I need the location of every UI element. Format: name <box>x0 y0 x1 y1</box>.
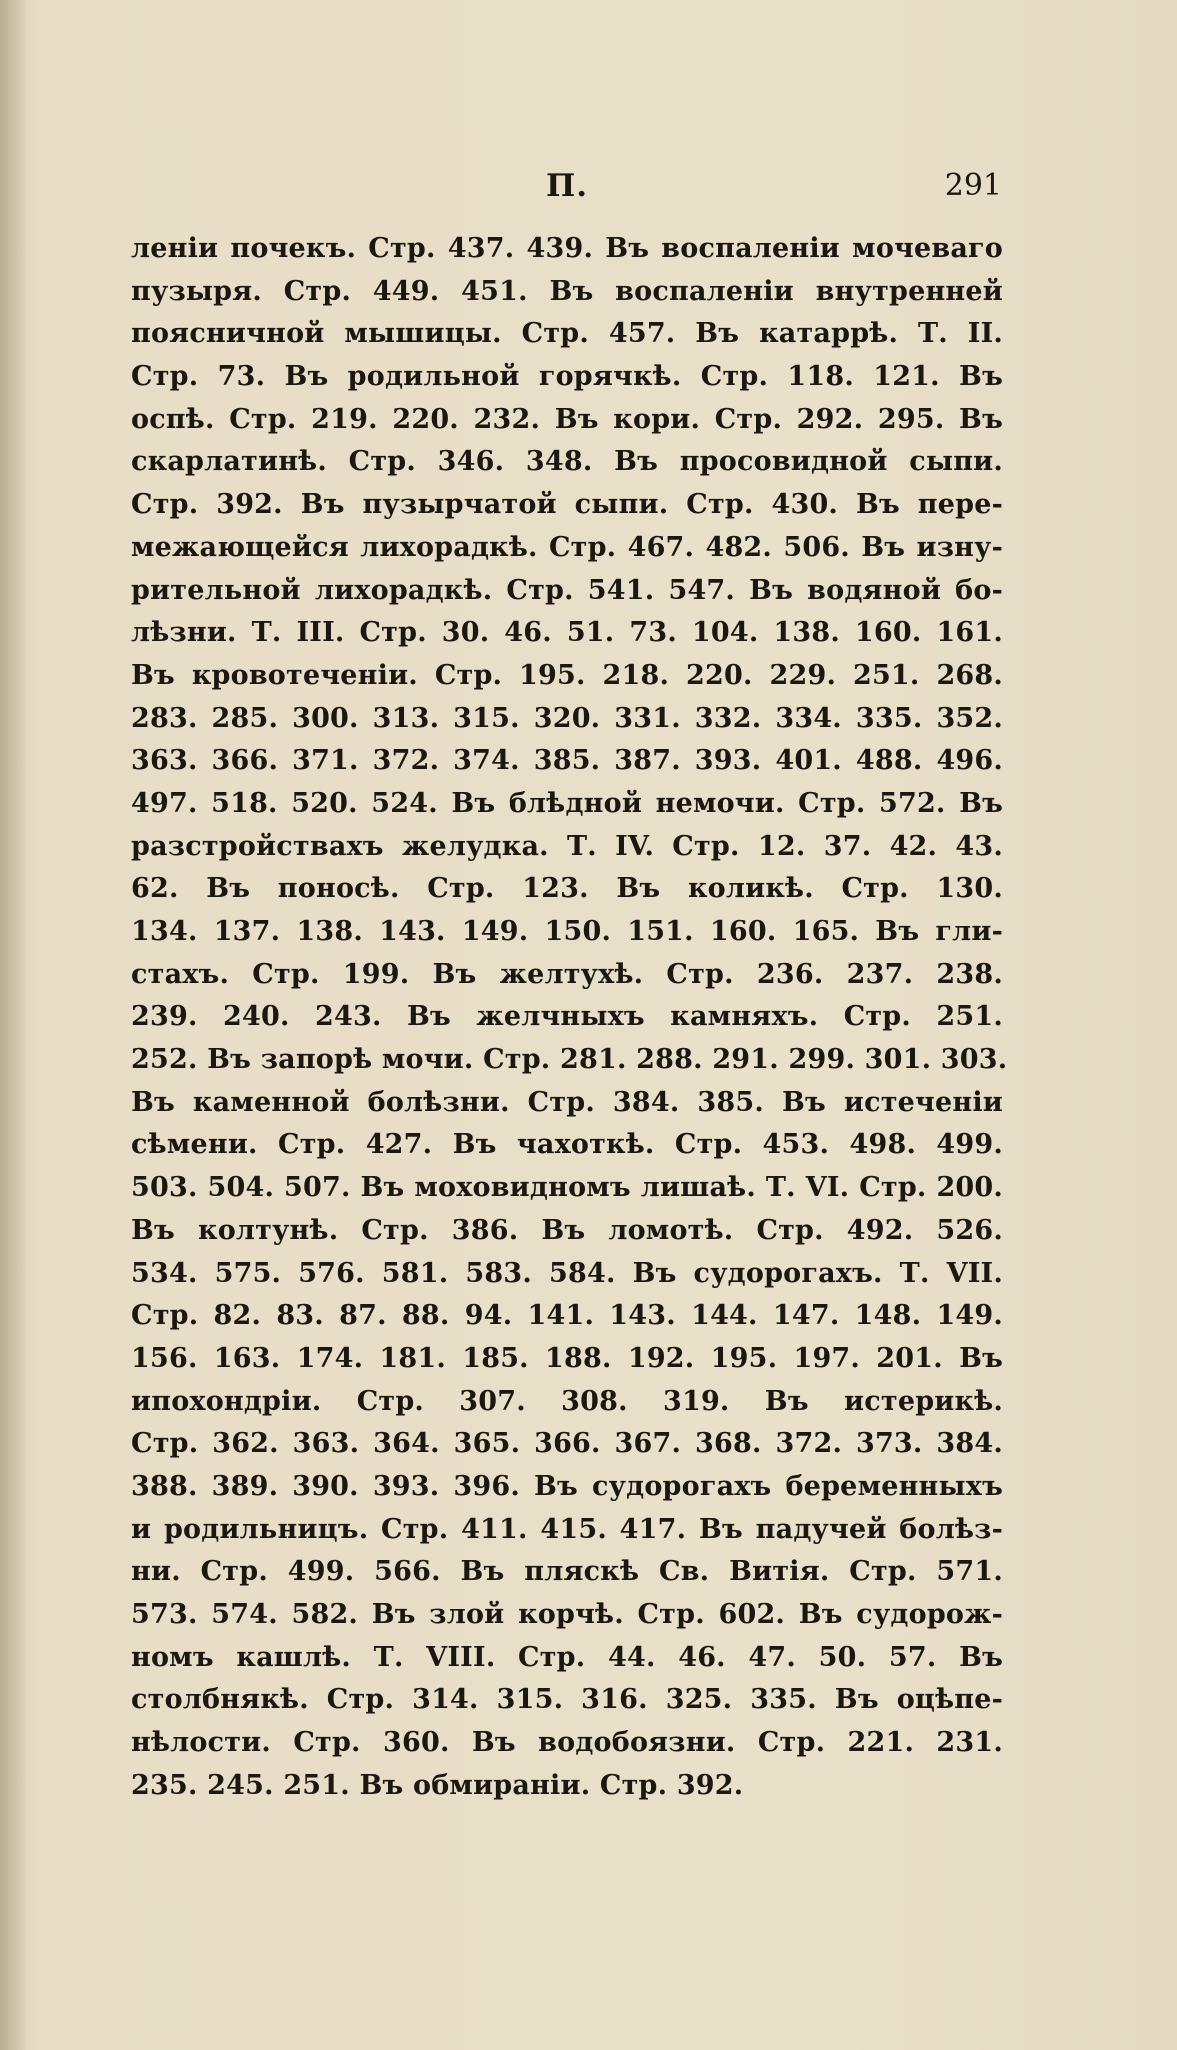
text-line: 497. 518. 520. 524. Въ блѣдной немочи. Стр. 572. Въ <box>131 787 1003 819</box>
text-line: Въ колтунѣ. Стр. 386. Въ ломотѣ. Стр. 492. 526. <box>131 1214 1003 1246</box>
text-line: скарлатинѣ. Стр. 346. 348. Въ просовидной сыпи. <box>131 446 1003 478</box>
page-binding-edge <box>0 0 26 2050</box>
section-mark: П. <box>546 168 589 204</box>
text-line: Стр. 82. 83. 87. 88. 94. 141. 143. 144. 147. 148. 149. <box>131 1300 1003 1332</box>
page-number: 291 <box>944 168 1002 203</box>
text-line: Стр. 362. 363. 364. 365. 366. 367. 368. 372. 373. 384. <box>131 1428 1003 1460</box>
text-line: нѣлости. Стр. 360. Въ водобоязни. Стр. 221. 231. <box>131 1727 1003 1759</box>
text-line: ни. Стр. 499. 566. Въ пляскѣ Св. Витія. Стр. 571. <box>131 1556 1003 1588</box>
text-line: лѣзни. Т. III. Стр. 30. 46. 51. 73. 104. 138. 160. 161. <box>131 617 1003 649</box>
text-line: леніи почекъ. Стр. 437. 439. Въ воспаленіи мочеваго <box>131 233 1003 264</box>
text-line: 573. 574. 582. Въ злой корчѣ. Стр. 602. Въ судорож- <box>131 1599 1003 1630</box>
text-line: поясничной мышицы. Стр. 457. Въ катаррѣ. Т. II. <box>131 318 1003 350</box>
text-line: столбнякѣ. Стр. 314. 315. 316. 325. 335. Въ оцѣпе- <box>131 1684 1003 1716</box>
text-line: 62. Въ поносѣ. Стр. 123. Въ коликѣ. Стр. 130. <box>131 873 1003 905</box>
text-line: номъ кашлѣ. Т. VIII. Стр. 44. 46. 47. 50. 57. Въ <box>131 1641 1003 1673</box>
text-line: стахъ. Стр. 199. Въ желтухѣ. Стр. 236. 237. 238. <box>131 958 1003 990</box>
index-text <box>131 228 1008 1807</box>
text-line: оспѣ. Стр. 219. 220. 232. Въ кори. Стр. 292. 295. Въ <box>131 403 1003 435</box>
text-line: 534. 575. 576. 581. 583. 584. Въ судорогахъ. Т. VII. <box>131 1257 1003 1289</box>
text-line: 388. 389. 390. 393. 396. Въ судорогахъ беременныхъ <box>131 1470 1003 1502</box>
text-line: сѣмени. Стр. 427. Въ чахоткѣ. Стр. 453. 498. 499. <box>131 1129 1003 1161</box>
text-line: 503. 504. 507. Въ моховидномъ лишаѣ. Т. VI. Стр. 200. <box>131 1172 1003 1204</box>
text-line: 363. 366. 371. 372. 374. 385. 387. 393. 401. 488. 496. <box>131 745 1003 777</box>
text-line: и родильницъ. Стр. 411. 415. 417. Въ падучей болѣз- <box>131 1513 1003 1545</box>
text-line: Въ каменной болѣзни. Стр. 384. 385. Въ истеченіи <box>131 1086 1003 1118</box>
text-line: 134. 137. 138. 143. 149. 150. 151. 160. 165. Въ гли- <box>131 916 1003 947</box>
text-line: ипохондріи. Стр. 307. 308. 319. Въ истерикѣ. <box>131 1385 1003 1417</box>
text-line: пузыря. Стр. 449. 451. Въ воспаленіи внутренней <box>131 275 1003 307</box>
page-header <box>130 168 1002 212</box>
text-line: межающейся лихорадкѣ. Стр. 467. 482. 506. Въ изну- <box>131 531 1003 563</box>
text-line: 283. 285. 300. 313. 315. 320. 331. 332. 334. 335. 352. <box>131 702 1003 734</box>
text-line: рительной лихорадкѣ. Стр. 541. 547. Въ водяной бо- <box>131 574 1003 606</box>
text-line: Стр. 73. Въ родильной горячкѣ. Стр. 118. 121. Въ <box>131 361 1003 393</box>
text-line: 235. 245. 251. Въ обмираніи. Стр. 392. <box>131 1769 744 1801</box>
text-line: 239. 240. 243. Въ желчныхъ камняхъ. Стр. 251. <box>131 1001 1003 1033</box>
text-line: разстройствахъ желудка. Т. IV. Стр. 12. 37. 42. 43. <box>131 830 1003 862</box>
text-line: 156. 163. 174. 181. 185. 188. 192. 195. 197. 201. Въ <box>131 1342 1003 1374</box>
text-line: Стр. 392. Въ пузырчатой сыпи. Стр. 430. Въ пере- <box>131 489 1003 521</box>
text-line: Въ кровотеченіи. Стр. 195. 218. 220. 229. 251. 268. <box>131 659 1003 691</box>
text-line: 252. Въ запорѣ мочи. Стр. 281. 288. 291. 299. 301. 303. <box>131 1044 1008 1076</box>
